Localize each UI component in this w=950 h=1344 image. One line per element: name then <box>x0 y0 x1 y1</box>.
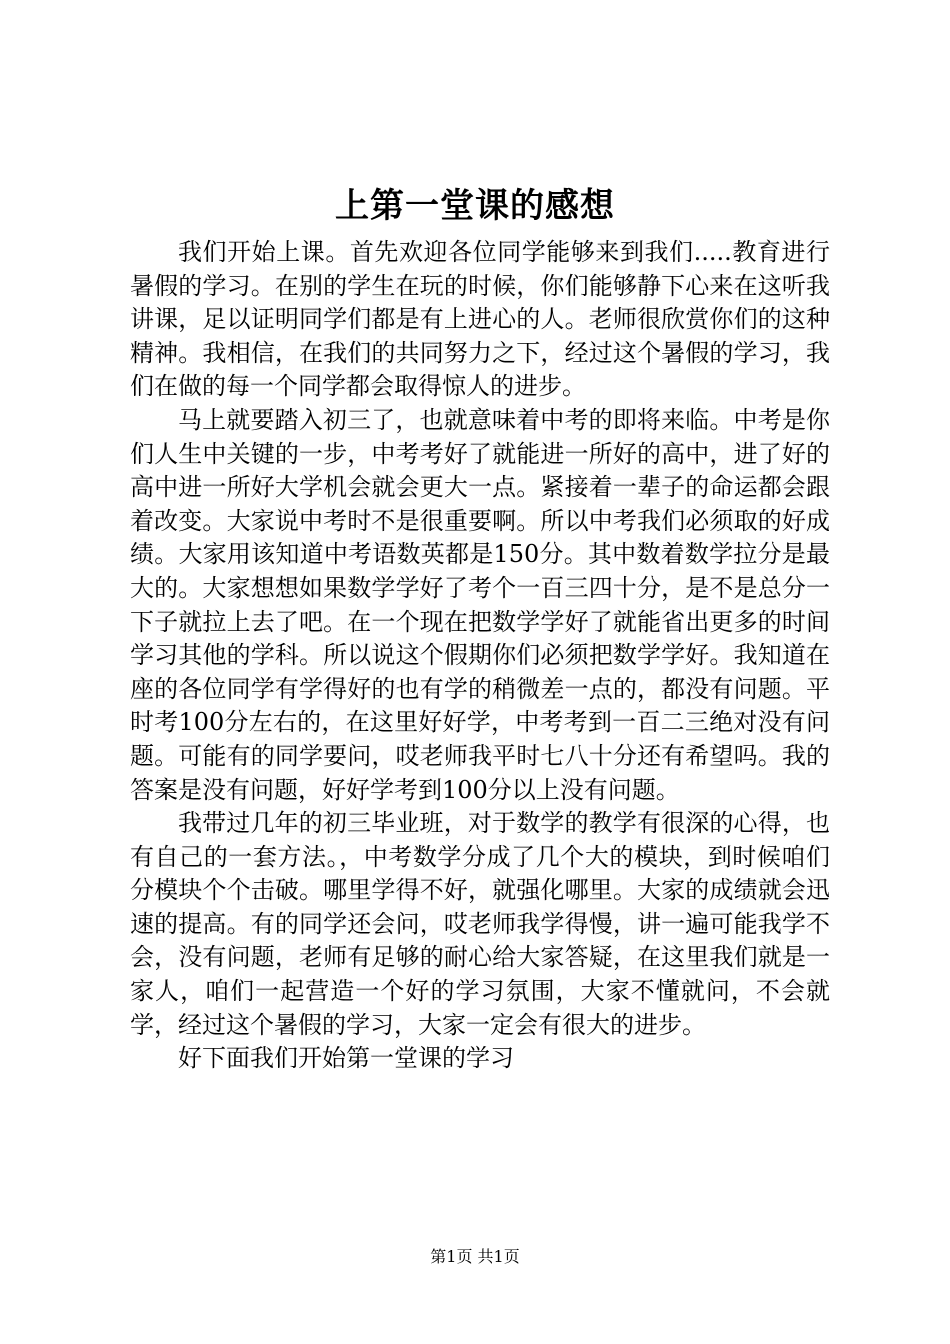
paragraph-3: 我带过几年的初三毕业班，对于数学的教学有很深的心得，也有自己的一套方法。，中考数学分成了几个大的模块，到时候咱们分模块个个击破。哪里学得不好，就强化哪里。大家的成绩就会迅速的提高。有的同学还会问，哎老师我学得慢，讲一遍可能我学不会，没有问题，老师有足够的耐心给大家答疑，在这里我们就是一家人，咱们一起营造一个好的学习氛围，大家不懂就问，不会就学，经过这个暑假的学习，大家一定会有很大的进步。 <box>130 809 830 1039</box>
paragraph-1: 我们开始上课。首先欢迎各位同学能够来到我们.....教育进行暑假的学习。在别的学生在玩的时候，你们能够静下心来在这听我讲课，足以证明同学们都是有上进心的人。老师很欣赏你们的这种精神。我相信，在我们的共同努力之下，经过这个暑假的学习，我们在做的每一个同学都会取得惊人的进步。 <box>130 238 830 401</box>
document-body <box>130 236 830 1076</box>
paragraph-4: 好下面我们开始第一堂课的学习 <box>178 1044 514 1073</box>
page-footer: 第1页 共1页 <box>430 1247 520 1266</box>
paragraph-2: 马上就要踏入初三了，也就意味着中考的即将来临。中考是你们人生中关键的一步，中考考好了就能进一所好的高中，进了好的高中进一所好大学机会就会更大一点。紧接着一辈子的命运都会跟着改变。大家说中考时不是很重要啊。所以中考我们必须取的好成绩。大家用该知道中考语数英都是150分。其中数着数学拉分是最大的。大家想想如果数学学好了考个一百三四十分，是不是总分一下子就拉上去了吧。在一个现在把数学学好了就能省出更多的时间学习其他的学科。所以说这个假期你们必须把数学学好。我知道在座的各位同学有学得好的也有学的稍微差一点的，都没有问题。平时考100分左右的，在这里好好学，中考考到一百二三绝对没有问题。可能有的同学要问，哎老师我平时七八十分还有希望吗。我的答案是没有问题，好好学考到100分以上没有问题。 <box>130 405 830 804</box>
document-title: 上第一堂课的感想 <box>335 186 615 226</box>
